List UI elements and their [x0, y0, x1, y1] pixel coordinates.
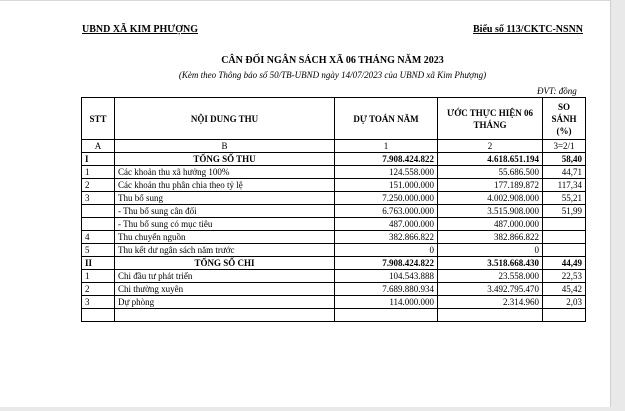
cell-ratio: 2,03 — [543, 296, 586, 309]
cell-stt: 5 — [82, 244, 115, 257]
cell-ratio — [543, 231, 586, 244]
cell-ratio: 117,34 — [543, 179, 586, 192]
cell-actual: 4.002.908.000 — [438, 192, 543, 205]
cell-estimate: 114.000.000 — [335, 296, 438, 309]
cell-estimate: 0 — [335, 244, 438, 257]
table-header-row — [82, 98, 586, 140]
cell-ratio: 22,53 — [543, 270, 586, 283]
cell-actual: 4.618.651.194 — [438, 153, 543, 166]
table-row — [82, 244, 586, 257]
table-row — [82, 140, 586, 153]
budget-table — [81, 97, 586, 322]
cell-stt: I — [82, 153, 115, 166]
cell-content: Thu bổ sung — [115, 192, 335, 205]
cell-actual: 3.492.795.470 — [438, 283, 543, 296]
window-top-border — [0, 0, 625, 1]
cell-actual: 3.515.908.000 — [438, 205, 543, 218]
cell-stt: 1 — [82, 270, 115, 283]
cell-ratio: 3=2/1 — [543, 140, 586, 153]
table-row — [82, 231, 586, 244]
horizontal-scrollbar[interactable] — [0, 407, 625, 411]
cell-actual: 177.189.872 — [438, 179, 543, 192]
cell-estimate: 7.250.000.000 — [335, 192, 438, 205]
cell-estimate: 487.000.000 — [335, 218, 438, 231]
cell-ratio — [543, 309, 586, 322]
table-row — [82, 296, 586, 309]
cell-estimate: 1 — [335, 140, 438, 153]
cell-estimate: 104.543.888 — [335, 270, 438, 283]
cell-content: - Thu bổ sung có mục tiêu — [115, 218, 335, 231]
cell-ratio — [543, 218, 586, 231]
vertical-scrollbar[interactable] — [611, 0, 625, 411]
cell-content: Chi đầu tư phát triển — [115, 270, 335, 283]
cell-content: TỔNG SỐ THU — [115, 153, 335, 166]
cell-stt: II — [82, 257, 115, 270]
cell-stt: 3 — [82, 296, 115, 309]
cell-actual — [438, 309, 543, 322]
cell-stt: 4 — [82, 231, 115, 244]
col-header-estimate: DỰ TOÁN NĂM — [335, 98, 438, 140]
cell-ratio: 58,40 — [543, 153, 586, 166]
cell-estimate: 7.908.424.822 — [335, 153, 438, 166]
table-row — [82, 205, 586, 218]
col-header-stt: STT — [82, 98, 115, 140]
cell-content: Chi thường xuyên — [115, 283, 335, 296]
cell-ratio: 51,99 — [543, 205, 586, 218]
table-row-empty — [82, 309, 586, 322]
cell-estimate: 124.558.000 — [335, 166, 438, 179]
cell-estimate — [335, 309, 438, 322]
cell-estimate: 6.763.000.000 — [335, 205, 438, 218]
col-header-compare: SO SÁNH (%) — [543, 98, 586, 140]
table-row — [82, 166, 586, 179]
table-row — [82, 218, 586, 231]
table-row — [82, 283, 586, 296]
cell-ratio: 55,21 — [543, 192, 586, 205]
cell-actual: 55.686.500 — [438, 166, 543, 179]
cell-content: - Thu bổ sung cân đối — [115, 205, 335, 218]
cell-ratio: 44,71 — [543, 166, 586, 179]
cell-actual: 382.866.822 — [438, 231, 543, 244]
unit-label: ĐVT: đồng — [537, 86, 577, 96]
cell-content: Dự phòng — [115, 296, 335, 309]
cell-content: Các khoản thu phân chia theo tỷ lệ — [115, 179, 335, 192]
cell-content: Thu kết dư ngân sách năm trước — [115, 244, 335, 257]
cell-ratio: 45,42 — [543, 283, 586, 296]
table-row — [82, 179, 586, 192]
cell-actual: 2 — [438, 140, 543, 153]
cell-actual: 487.000.000 — [438, 218, 543, 231]
table-row — [82, 257, 586, 270]
table-row — [82, 270, 586, 283]
cell-ratio: 44,49 — [543, 257, 586, 270]
cell-estimate: 382.866.822 — [335, 231, 438, 244]
cell-stt — [82, 218, 115, 231]
cell-actual: 23.558.000 — [438, 270, 543, 283]
table-row — [82, 153, 586, 166]
col-header-actual: ƯỚC THỰC HIỆN 06 THÁNG — [438, 98, 543, 140]
cell-stt — [82, 205, 115, 218]
cell-stt — [82, 309, 115, 322]
cell-estimate: 151.000.000 — [335, 179, 438, 192]
col-header-content: NỘI DUNG THU — [115, 98, 335, 140]
cell-content: Thu chuyển nguồn — [115, 231, 335, 244]
cell-content — [115, 309, 335, 322]
cell-stt: 1 — [82, 166, 115, 179]
cell-stt: 2 — [82, 179, 115, 192]
cell-stt: A — [82, 140, 115, 153]
cell-stt: 2 — [82, 283, 115, 296]
form-code: Biểu số 113/CKTC-NSNN — [473, 24, 584, 35]
org-name: UBND XÃ KIM PHƯỢNG — [82, 24, 199, 35]
cell-ratio — [543, 244, 586, 257]
document-title: CÂN ĐỐI NGÂN SÁCH XÃ 06 THÁNG NĂM 2023 — [221, 55, 444, 66]
cell-content: TỔNG SỐ CHI — [115, 257, 335, 270]
cell-actual: 3.518.668.430 — [438, 257, 543, 270]
cell-stt: 3 — [82, 192, 115, 205]
table-row — [82, 192, 586, 205]
document-subtitle: (Kèm theo Thông báo số 50/TB-UBND ngày 14/07/2023 của UBND xã Kim Phượng) — [178, 70, 487, 80]
cell-estimate: 7.689.880.934 — [335, 283, 438, 296]
cell-content: B — [115, 140, 335, 153]
cell-actual: 0 — [438, 244, 543, 257]
cell-content: Các khoản thu xã hưởng 100% — [115, 166, 335, 179]
cell-actual: 2.314.960 — [438, 296, 543, 309]
cell-estimate: 7.908.424.822 — [335, 257, 438, 270]
